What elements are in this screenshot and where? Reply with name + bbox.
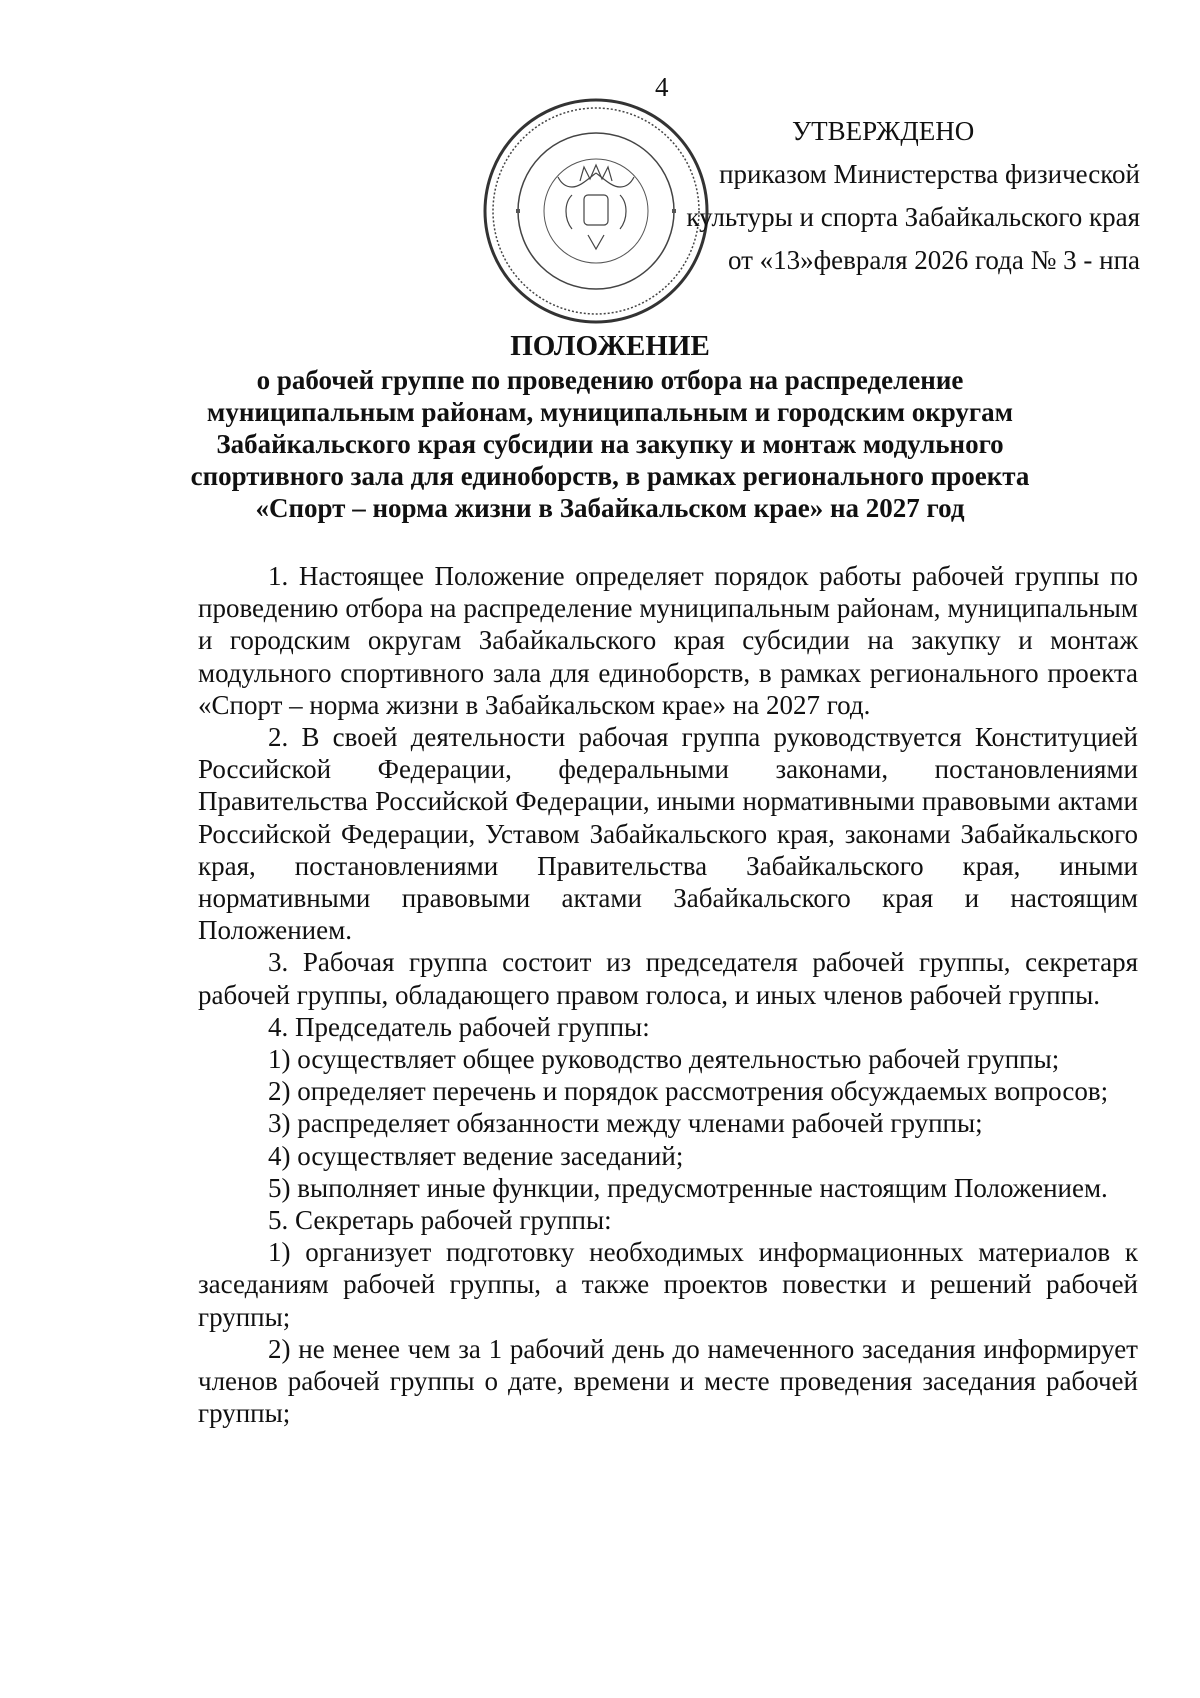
approval-line-3: от «13»февраля 2026 года № 3 - нпа [727,245,1140,275]
document-heading [180,330,1040,524]
subtitle-line: муниципальным районам, муниципальным и городским округам [206,397,1014,427]
approval-line-1: приказом Министерства физической [719,159,1140,189]
list-item: 1) организует подготовку необходимых информационных материалов к заседаниям рабочей группы, а также проектов повестки и решений рабочей группы; [198,1237,1138,1332]
list-item: 2) не менее чем за 1 рабочий день до намеченного заседания информирует членов рабочей группы о дате, времени и месте проведения заседания рабочей группы; [198,1333,1138,1429]
approval-block [640,110,1140,282]
approval-line-2: культуры и спорта Забайкальского края [686,202,1140,232]
paragraph-5: 5. Секретарь рабочей группы: [268,1205,612,1236]
paragraph-4: 4. Председатель рабочей группы: [268,1011,650,1042]
subtitle-line: «Спорт – норма жизни в Забайкальском крае» на 2027 год [255,493,965,523]
list-item: 1) осуществляет общее руководство деятельностью рабочей группы; [268,1044,1060,1075]
subtitle-line: о рабочей группе по проведению отбора на распределение [256,365,964,395]
list-item: 3) распределяет обязанности между членами рабочей группы; [268,1108,983,1139]
paragraph-2: 2. В своей деятельности рабочая группа руководствуется Конституцией Российской Федерации, федеральными законами, постановлениями Правительства Российской Федерации, иными нормативными правовыми актами Российской Федерации, Уставом Забайкальского края, законами Забайкальского края, постановлениями Правительства Забайкальского края, иными нормативными правовыми актами Забайкальского края и настоящим Положением. [198,722,1138,946]
list-item: 5) выполняет иные функции, предусмотренные настоящим Положением. [268,1172,1108,1203]
paragraph-3: 3. Рабочая группа состоит из председателя рабочей группы, секретаря рабочей группы, обладающего правом голоса, и иных членов рабочей группы. [198,947,1138,1010]
subtitle-line: спортивного зала для единоборств, в рамках регионального проекта [190,461,1030,491]
paragraph-1: 1. Настоящее Положение определяет порядок работы рабочей группы по проведению отбора на распределение муниципальным районам, муниципальным и городским округам Забайкальского края субсидии на закупку и монтаж модульного спортивного зала для единоборств, в рамках регионального проекта «Спорт – норма жизни в Забайкальском крае» на 2027 год. [198,561,1138,720]
list-item: 4) осуществляет ведение заседаний; [268,1140,684,1171]
page-number: 4 [655,72,669,102]
document-title: ПОЛОЖЕНИЕ [510,330,710,362]
subtitle-line: Забайкальского края субсидии на закупку и монтаж модульного [216,429,1004,459]
list-item: 2) определяет перечень и порядок рассмотрения обсуждаемых вопросов; [268,1076,1109,1107]
document-body [198,560,1138,1429]
approval-title: УТВЕРЖДЕНО [792,116,975,146]
